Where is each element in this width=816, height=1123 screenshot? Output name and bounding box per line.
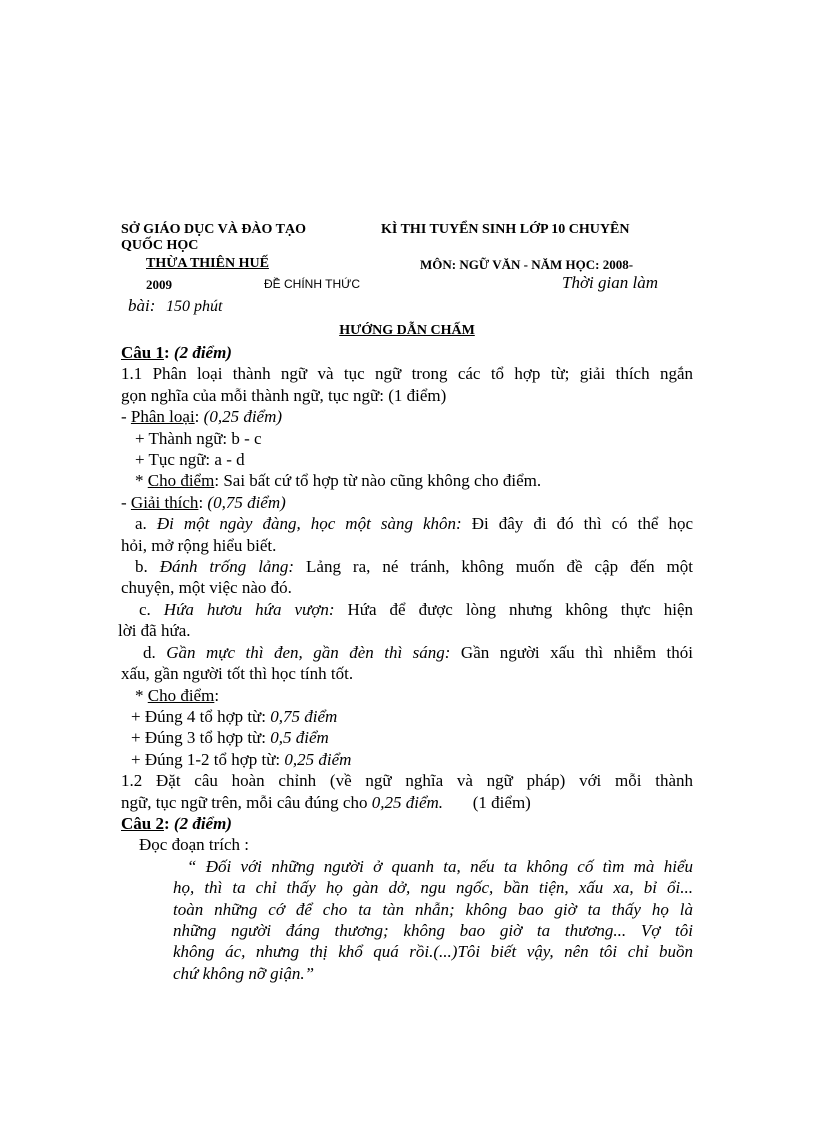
cau2-heading: Câu 2: (2 điểm) — [121, 813, 232, 833]
quote-line: “ Đối với những người ở quanh ta, nếu ta không cố tìm mà hiểu — [187, 856, 693, 876]
item-a-line1: a. Đi một ngày đàng, học một sàng khôn: Đi đây đi đó thì có thể học — [135, 514, 694, 534]
page-title: HƯỚNG DẪN CHẤM — [339, 323, 475, 338]
quote-line: những người đáng thương; không bao giờ ta thương... Vợ tôi — [173, 920, 693, 940]
school-name: QUỐC HỌC — [121, 238, 199, 253]
department-name: SỞ GIÁO DỤC VÀ ĐÀO TẠO — [121, 222, 307, 237]
excerpt-quote — [121, 856, 693, 984]
score-1-2: + Đúng 1-2 tổ hợp từ: 0,25 điểm — [131, 749, 352, 769]
q11-line2: gọn nghĩa của mỗi thành ngữ, tục ngữ: (1 điểm) — [121, 385, 447, 405]
item-d-line1: d. Gần mực thì đen, gần đèn thì sáng: Gần người xấu thì nhiễm thói — [143, 642, 693, 662]
year-end: 2009 — [146, 277, 172, 292]
item-b-line2: chuyện, một việc nào đó. — [121, 578, 292, 598]
time-value: 150 phút — [166, 298, 223, 315]
province-name: THỪA THIÊN HUẾ — [146, 256, 269, 271]
cau1-heading: Câu 1: (2 điểm) — [121, 343, 232, 362]
item-c-line2: lời đã hứa. — [118, 621, 191, 641]
cau2-intro: Đọc đoạn trích : — [139, 835, 249, 855]
q11-line1: 1.1 Phân loại thành ngữ và tục ngữ trong các tổ hợp từ; giải thích ngắn — [121, 364, 693, 384]
quote-line: chứ không nỡ giận.” — [173, 963, 315, 983]
official-label: ĐỀ CHÍNH THỨC — [264, 277, 361, 291]
tucngu-line: + Tục ngữ: a - d — [135, 450, 245, 470]
thanhngu-line: + Thành ngữ: b - c — [135, 428, 262, 448]
item-a-line2: hỏi, mở rộng hiểu biết. — [121, 535, 277, 555]
chodiem2-line: * Cho điểm: — [135, 685, 220, 705]
item-d-line2: xấu, gần người tốt thì học tính tốt. — [121, 664, 354, 684]
quote-line: toàn những cớ để cho ta tàn nhẫn; không bao giờ ta thấy họ là — [173, 899, 693, 919]
chodiem1-line: * Cho điểm: Sai bất cứ tổ hợp từ nào cũng không cho điểm. — [135, 471, 542, 491]
guide-body — [118, 338, 694, 984]
quote-line: không ác, nhưng thị khổ quá rồi.(...)Tôi biết vậy, nên tôi chỉ buồn — [173, 942, 693, 962]
subject-line: MÔN: NGỮ VĂN - NĂM HỌC: 2008- — [420, 257, 634, 272]
score-3: + Đúng 3 tổ hợp từ: 0,5 điểm — [131, 728, 329, 748]
q12-line1: 1.2 Đặt câu hoàn chỉnh (về ngữ nghĩa và ngữ pháp) với mỗi thành — [121, 771, 693, 791]
quote-line: họ, thì ta chỉ thấy họ gàn dở, ngu ngốc, bần tiện, xấu xa, bỉ ổi... — [173, 878, 693, 898]
time-label: Thời gian làm — [562, 273, 658, 292]
phanloai-heading: - Phân loại: (0,25 điểm) — [121, 407, 283, 427]
score-4: + Đúng 4 tổ hợp từ: 0,75 điểm — [131, 706, 338, 726]
exam-title: KÌ THI TUYỂN SINH LỚP 10 CHUYÊN — [381, 222, 630, 237]
giaithich-heading: - Giải thích: (0,75 điểm) — [121, 492, 286, 512]
q12-line2: ngữ, tục ngữ trên, mỗi câu đúng cho 0,25 điểm. (1 điểm) — [121, 792, 531, 812]
item-b-line1: b. Đánh trống lảng: Lảng ra, né tránh, không muốn đề cập đến một — [135, 557, 694, 577]
time-label-cont: bài: — [128, 296, 156, 315]
item-c-line1: c. Hứa hươu hứa vượn: Hứa để được lòng nhưng không thực hiện — [139, 599, 694, 619]
